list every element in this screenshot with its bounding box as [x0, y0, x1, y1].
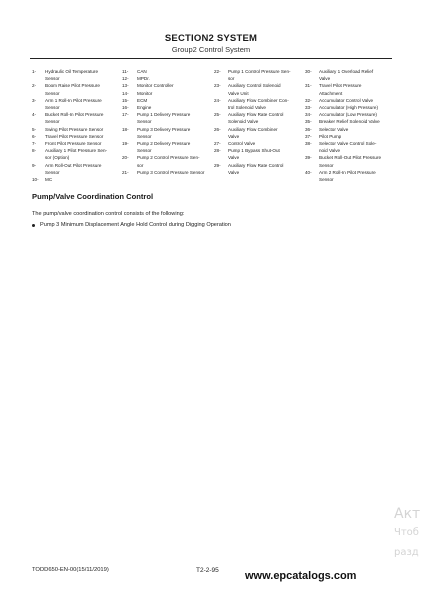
- legend-column-4: [305, 68, 393, 183]
- legend-label: Sensor: [45, 169, 60, 175]
- legend-label: sor: [228, 76, 235, 82]
- legend-number: [32, 118, 45, 125]
- legend-label: Pump 3 Delivery Pressure: [137, 126, 191, 132]
- legend-entry: [122, 111, 210, 118]
- legend-entry: [214, 162, 301, 169]
- header-divider: [30, 58, 392, 59]
- section-subheading: Pump/Valve Coordination Control: [32, 192, 154, 201]
- legend-label: Solenoid Valve: [228, 119, 259, 125]
- legend-entry: [122, 97, 210, 104]
- legend-entry: [305, 90, 393, 97]
- legend-entry: [214, 82, 301, 89]
- legend-label: Travel Pilot Pressure Sensor: [45, 133, 104, 139]
- legend-number: 5-: [32, 126, 37, 132]
- legend-entry: [305, 154, 393, 161]
- legend-number: 16-: [122, 105, 129, 111]
- legend-number: 37-: [305, 133, 312, 139]
- legend-entry: [305, 162, 393, 169]
- legend-number: 24-: [214, 97, 221, 103]
- legend-entry: [305, 75, 393, 82]
- legend-entry: [305, 147, 393, 154]
- legend-number: 13-: [122, 83, 129, 89]
- legend-entry: [122, 140, 210, 147]
- page-number: T2-2-95: [196, 567, 219, 574]
- legend-number: 23-: [214, 83, 221, 89]
- legend-entry: [214, 140, 301, 147]
- legend-entry: [122, 82, 210, 89]
- legend-label: Bucket Roll-Out Pilot Pressure: [319, 155, 382, 161]
- legend-entry: [305, 126, 393, 133]
- legend-label: Travel Pilot Pressure: [319, 83, 362, 89]
- legend-entry: [32, 82, 117, 89]
- legend-label: Sensor: [45, 105, 60, 111]
- bullet-text: Pump 3 Minimum Displacement Angle Hold Control during Digging Operation: [40, 222, 231, 228]
- legend-entry: [214, 75, 301, 82]
- legend-label: Accumulator Control Valve: [319, 97, 374, 103]
- legend-number: 32-: [305, 97, 312, 103]
- legend-label: Sensor: [319, 177, 334, 183]
- legend-number: 4-: [32, 112, 37, 118]
- legend-number: [305, 147, 319, 154]
- legend-number: [214, 133, 228, 140]
- legend-entry: [122, 75, 210, 82]
- legend-entry: [214, 154, 301, 161]
- legend-entry: [305, 140, 393, 147]
- legend-label: Engine: [137, 105, 152, 111]
- legend-label: Swing Pilot Pressure Sensor: [45, 126, 104, 132]
- legend-number: 35-: [305, 119, 312, 125]
- legend-label: Monitor Controller: [137, 83, 174, 89]
- legend-label: Attachment: [319, 90, 343, 96]
- legend-label: Pump 1 Bypass Shut-Out: [228, 148, 280, 154]
- legend-label: Control Valve: [228, 141, 256, 147]
- legend-column-2: [122, 68, 210, 176]
- legend-number: 31-: [305, 83, 312, 89]
- legend-number: 33-: [305, 105, 312, 111]
- legend-entry: [214, 111, 301, 118]
- legend-number: [214, 118, 228, 125]
- legend-label: Hydraulic Oil Temperature: [45, 69, 99, 74]
- legend-label: Pilot Pump: [319, 133, 342, 139]
- legend-label: Boom Raise Pilot Pressure: [45, 83, 100, 89]
- legend-number: 38-: [305, 141, 312, 147]
- legend-number: [214, 104, 228, 111]
- intro-paragraph: The pump/valve coordination control consists of the following:: [32, 211, 185, 217]
- legend-number: [214, 75, 228, 82]
- legend-number: 40-: [305, 169, 312, 175]
- legend-number: 29-: [214, 162, 221, 168]
- legend-entry: [214, 118, 301, 125]
- website-link[interactable]: www.epcatalogs.com: [245, 570, 357, 582]
- legend-entry: [305, 111, 393, 118]
- legend-entry: [122, 169, 210, 176]
- legend-number: 26-: [214, 126, 221, 132]
- legend-label: Bucket Roll-In Pilot Pressure: [45, 112, 104, 118]
- legend-number: 22-: [214, 69, 221, 74]
- legend-entry: [32, 169, 117, 176]
- legend-entry: [214, 169, 301, 176]
- legend-label: sor (Option): [45, 155, 70, 161]
- legend-label: noid Valve: [319, 148, 341, 154]
- legend-number: [214, 169, 228, 176]
- legend-number: 6-: [32, 133, 37, 139]
- legend-column-1: [32, 68, 117, 183]
- legend-number: 7-: [32, 141, 37, 147]
- legend-label: Sensor: [137, 119, 152, 125]
- legend-entry: [305, 97, 393, 104]
- legend-label: Valve: [228, 133, 240, 139]
- legend-label: Front Pilot Pressure Sensor: [45, 141, 102, 147]
- watermark-line-1: Акт: [394, 506, 421, 522]
- legend-number: [214, 90, 228, 97]
- legend-number: [122, 118, 137, 125]
- legend-label: Arm Roll-Out Pilot Pressure: [45, 162, 102, 168]
- legend-number: 8-: [32, 148, 37, 154]
- legend-label: Pump 2 Control Pressure Sen-: [137, 155, 200, 161]
- legend-entry: [122, 68, 210, 75]
- legend-label: Selector Valve Control Sole-: [319, 141, 377, 147]
- legend-number: 17-: [122, 112, 129, 118]
- legend-number: 1-: [32, 69, 37, 74]
- legend-number: [122, 162, 137, 169]
- legend-label: Accumulator (High Pressure): [319, 105, 378, 111]
- legend-entry: [214, 90, 301, 97]
- legend-label: Sensor: [45, 90, 60, 96]
- legend-label: Accumulator (Low Pressure): [319, 112, 377, 118]
- watermark-line-3: разд: [394, 547, 419, 558]
- legend-entry: [122, 133, 210, 140]
- legend-label: Pump 3 Control Pressure Sensor: [137, 169, 205, 175]
- legend-label: Arm 1 Roll-In Pilot Pressure: [45, 97, 102, 103]
- legend-number: [214, 154, 228, 161]
- legend-number: 27-: [214, 141, 221, 147]
- legend-label: Pump 1 Control Pressure Sen-: [228, 69, 291, 74]
- legend-label: Arm 2 Roll-In Pilot Pressure: [319, 169, 376, 175]
- legend-number: 25-: [214, 112, 221, 118]
- bullet-list: [32, 222, 231, 228]
- legend-label: Auxiliary 1 Pilot Pressure Sen-: [45, 148, 108, 154]
- legend-entry: [122, 118, 210, 125]
- legend-label: CAN: [137, 69, 147, 74]
- legend-label: MPDr.: [137, 76, 150, 82]
- legend-entry: [32, 118, 117, 125]
- legend-number: [305, 75, 319, 82]
- legend-entry: [214, 133, 301, 140]
- document-code: TODD650-EN-00(15/11/2019): [32, 567, 109, 573]
- legend-label: Sensor: [45, 76, 60, 82]
- legend-entry: [32, 97, 117, 104]
- legend-entry: [214, 126, 301, 133]
- legend-label: Pump 1 Delivery Pressure: [137, 112, 191, 118]
- page-header: [0, 33, 422, 55]
- legend-number: 2-: [32, 83, 37, 89]
- legend-number: 21-: [122, 169, 129, 175]
- legend-label: Auxiliary Flow Rate Control: [228, 162, 284, 168]
- legend-entry: [32, 111, 117, 118]
- legend-number: 18-: [122, 126, 129, 132]
- legend-entry: [32, 68, 117, 75]
- legend-label: Valve: [319, 76, 331, 82]
- legend-entry: [305, 82, 393, 89]
- legend-number: 9-: [32, 162, 37, 168]
- watermark-line-2: Чтоб: [394, 527, 419, 538]
- legend-label: Auxiliary 1 Overload Relief: [319, 69, 374, 74]
- legend-label: Auxiliary Control Solenoid: [228, 83, 281, 89]
- legend-number: 12-: [122, 76, 129, 82]
- legend-entry: [214, 68, 301, 75]
- legend-number: 36-: [305, 126, 312, 132]
- legend-number: [305, 90, 319, 97]
- legend-number: [32, 104, 45, 111]
- legend-number: 10-: [32, 177, 39, 183]
- legend-entry: [305, 176, 393, 183]
- legend-label: Valve: [228, 169, 240, 175]
- legend-entry: [32, 140, 117, 147]
- legend-label: Selector Valve: [319, 126, 349, 132]
- os-activation-watermark: [394, 505, 420, 563]
- group-title: Group2 Control System: [171, 45, 251, 54]
- legend-entry: [122, 104, 210, 111]
- legend-label: Sensor: [137, 133, 152, 139]
- legend-number: [122, 133, 137, 140]
- legend-entry: [122, 126, 210, 133]
- legend-label: Sensor: [137, 148, 152, 154]
- legend-number: [305, 176, 319, 183]
- legend-label: MC: [45, 177, 53, 183]
- legend-label: Monitor: [137, 90, 153, 96]
- legend-label: trol Solenoid Valve: [228, 105, 266, 111]
- legend-entry: [305, 133, 393, 140]
- legend-number: 11-: [122, 69, 129, 74]
- legend-entry: [305, 169, 393, 176]
- legend-number: [32, 154, 45, 161]
- legend-entry: [32, 133, 117, 140]
- legend-label: Auxiliary Flow Combiner: [228, 126, 278, 132]
- legend-number: [305, 162, 319, 169]
- legend-number: [32, 90, 45, 97]
- legend-entry: [32, 90, 117, 97]
- legend-entry: [122, 90, 210, 97]
- legend-entry: [305, 104, 393, 111]
- legend-entry: [32, 176, 117, 183]
- legend-entry: [122, 147, 210, 154]
- legend-number: 14-: [122, 90, 129, 96]
- legend-number: 34-: [305, 112, 312, 118]
- legend-entry: [305, 118, 393, 125]
- legend-entry: [122, 154, 210, 161]
- legend-entry: [214, 97, 301, 104]
- legend-entry: [32, 154, 117, 161]
- legend-label: ECM: [137, 97, 148, 103]
- legend-number: 28-: [214, 148, 221, 154]
- legend-number: 15-: [122, 97, 129, 103]
- legend-entry: [32, 162, 117, 169]
- legend-label: sor: [137, 162, 144, 168]
- legend-entry: [32, 75, 117, 82]
- legend-entry: [32, 104, 117, 111]
- legend-number: [32, 169, 45, 176]
- legend-label: Auxiliary Flow Rate Control: [228, 112, 284, 118]
- legend-number: 20-: [122, 155, 129, 161]
- legend-column-3: [214, 68, 301, 176]
- legend-entry: [305, 68, 393, 75]
- legend-number: 19-: [122, 141, 129, 147]
- legend-label: Valve Unit: [228, 90, 249, 96]
- legend-entry: [214, 147, 301, 154]
- legend-entry: [122, 162, 210, 169]
- legend-label: Valve: [228, 155, 240, 161]
- bullet-icon: [32, 224, 35, 227]
- legend-entry: [32, 126, 117, 133]
- legend-label: Breaker Relief Solenoid Valve: [319, 119, 380, 125]
- legend-number: 30-: [305, 69, 312, 74]
- bullet-item: [32, 222, 231, 228]
- legend-number: [32, 75, 45, 82]
- section-title: SECTION2 SYSTEM: [164, 33, 258, 44]
- legend-label: Pump 2 Delivery Pressure: [137, 141, 191, 147]
- legend-label: Auxiliary Flow Combiner Con-: [228, 97, 289, 103]
- legend-number: 39-: [305, 155, 312, 161]
- legend-label: Sensor: [319, 162, 334, 168]
- legend-number: [122, 147, 137, 154]
- legend-entry: [32, 147, 117, 154]
- legend-label: Sensor: [45, 119, 60, 125]
- legend-entry: [214, 104, 301, 111]
- legend-number: 3-: [32, 97, 37, 103]
